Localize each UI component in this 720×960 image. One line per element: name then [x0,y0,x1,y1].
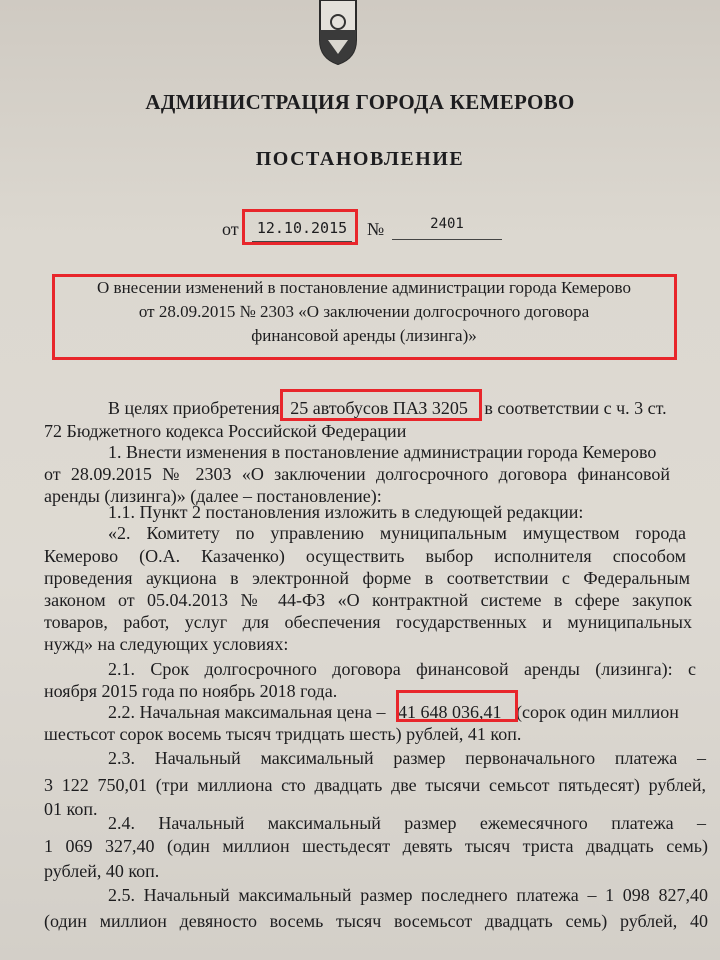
body-line: 3 122 750,01 (три миллиона сто двадцать две тысячи семьсот пятьдесят) рублей, [44,775,706,795]
body-line: «2. Комитету по управлению муниципальным имуществом города [108,523,686,543]
body-line: законом от 05.04.2013 № 44-ФЗ «О контрактной системе в сфере закупок [44,590,692,610]
body-line: 2.1. Срок долгосрочного договора финансовой аренды (лизинга): с [108,659,696,679]
body-line: 1 069 327,40 (один миллион шестьдесят девять тысяч триста двадцать семь) [44,836,708,856]
body-text: В целях приобретения [108,398,280,418]
body-line: проведения аукциона в электронной форме в соответствии с Федеральным [44,568,690,588]
body-line: от 28.09.2015 № 2303 «О заключении долгосрочного договора финансовой [44,464,670,484]
number-prefix: № [367,219,385,239]
date-highlight-box [242,209,358,245]
body-line: рублей, 40 коп. [44,861,160,881]
body-line: шестьсот сорок восемь тысяч тридцать шесть) рублей, 41 коп. [44,724,522,744]
body-line: 1.1. Пункт 2 постановления изложить в следующей редакции: [108,502,584,522]
agency-name: АДМИНИСТРАЦИЯ ГОРОДА КЕМЕРОВО [145,90,575,114]
body-line: ноября 2015 года по ноябрь 2018 года. [44,681,338,701]
body-text: в соответствии с ч. 3 ст. [484,398,667,418]
city-coat-of-arms-emblem [316,0,360,66]
body-line: 2.3. Начальный максимальный размер первоначального платежа – [108,748,706,768]
subject-highlight-box [52,274,677,360]
body-line: нужд» на следующих условиях: [44,634,289,654]
body-line [108,701,679,723]
body-line: (один миллион девяносто восемь тысяч восемьсот двадцать семь) рублей, 40 [44,911,708,931]
body-line: 2.4. Начальный максимальный размер ежемесячного платежа – [108,813,706,833]
date-prefix: от [222,219,239,239]
subject-line: от 28.09.2015 № 2303 «О заключении долгосрочного договора [138,302,590,321]
bus-highlight-box [280,389,482,421]
subject-line: финансовой аренды (лизинга)» [251,326,477,345]
bus-purchase-highlight: 25 автобусов ПАЗ 3205 [290,398,468,418]
subject-line: О внесении изменений в постановление администрации города Кемерово [97,278,631,297]
document-type-title: ПОСТАНОВЛЕНИЕ [255,148,465,170]
body-line: 01 коп. [44,799,98,819]
body-line: 72 Бюджетного кодекса Российской Федерации [44,421,407,441]
decree-date: 12.10.2015 [252,217,352,242]
body-line: аренды (лизинга)» (далее – постановление): [44,486,382,506]
initial-price-highlight: 41 648 036,41 [398,702,502,722]
body-line: 2.5. Начальный максимальный размер последнего платежа – 1 098 827,40 [108,885,708,905]
body-line: товаров, работ, услуг для обеспечения государственных и муниципальных [44,612,692,632]
body-line: 1. Внести изменения в постановление администрации города Кемерово [108,442,657,462]
body-text: (сорок один миллион [516,702,679,722]
body-text: 2.2. Начальная максимальная цена – [108,702,386,722]
body-line: Кемерово (О.А. Казаченко) осуществить выбор исполнителя способом [44,546,686,566]
decree-number: 2401 [392,215,502,240]
price-highlight-box [396,690,518,722]
